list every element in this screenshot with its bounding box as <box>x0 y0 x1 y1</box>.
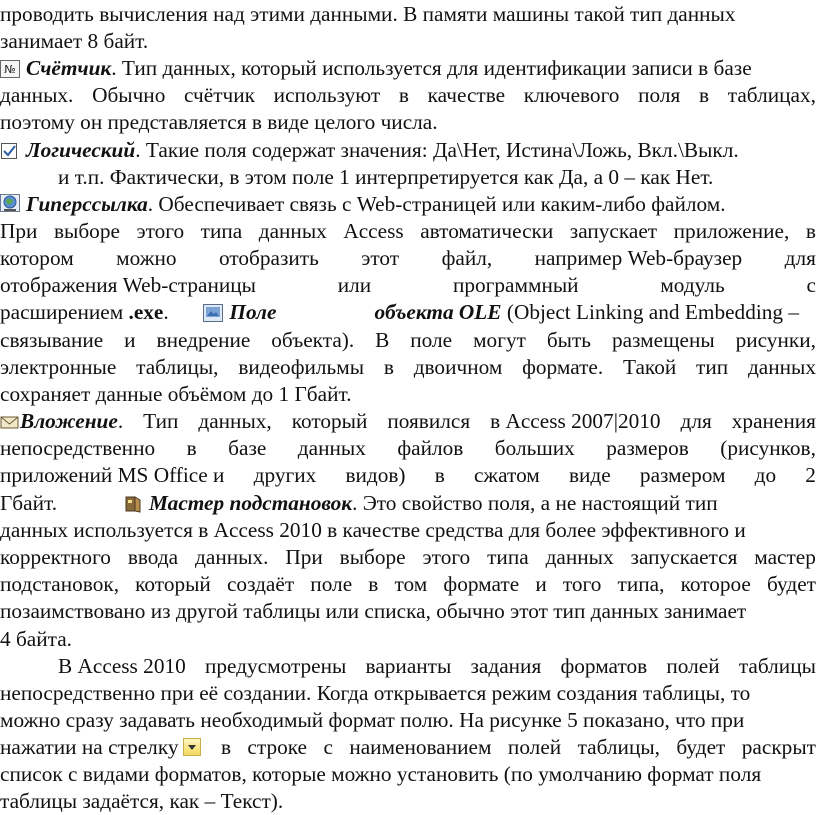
word: базе <box>228 436 267 460</box>
word: этого <box>422 545 471 569</box>
word: которое <box>680 572 751 596</box>
word: выборе <box>53 219 120 243</box>
text: поэтому он представляется в виде целого числа. <box>0 110 438 134</box>
word: отображения Web-страницы <box>0 273 256 297</box>
word: в <box>220 735 231 759</box>
word: отобразить <box>218 246 319 270</box>
word: выборе <box>339 545 406 569</box>
word: больших <box>494 436 575 460</box>
word: и <box>124 328 136 352</box>
word: быть <box>546 328 592 352</box>
text: (Object Linking and Embedding – <box>501 300 800 324</box>
text: . Тип данных, который используется для идентификации записи в базе <box>111 56 752 80</box>
hyperlink-term: Гиперссылка <box>26 192 148 216</box>
word: данных. <box>0 83 74 107</box>
text-line <box>0 272 816 299</box>
word: в <box>699 83 710 107</box>
text: . Это свойство поля, а не настоящий тип <box>352 491 718 515</box>
word: непосредственно <box>0 436 156 460</box>
word: связывание <box>0 328 104 352</box>
dropdown-arrow-icon <box>183 738 201 756</box>
ole-paragraph <box>0 299 816 326</box>
word: программный <box>452 273 579 297</box>
word: размеров <box>606 436 689 460</box>
ole-term: объекта OLE <box>374 300 502 324</box>
word: счётчик <box>184 83 255 107</box>
word: запускается <box>630 545 738 569</box>
text: . Обеспечивает связь с Web-страницей или каким-либо файлом. <box>147 192 726 216</box>
word: варианты <box>365 654 452 678</box>
word: можно <box>116 246 177 270</box>
text-line <box>0 680 816 707</box>
word: качестве <box>427 83 506 107</box>
text-line <box>0 1 816 28</box>
text-line <box>0 435 816 462</box>
word: виде <box>568 463 611 487</box>
word: типа, <box>617 572 665 596</box>
word: в Access 2007|2010 <box>490 409 661 433</box>
word: 2 <box>805 463 816 487</box>
word: того <box>562 572 602 596</box>
text-line <box>0 462 816 489</box>
ole-term: Поле <box>229 300 277 324</box>
text-line <box>0 517 816 544</box>
paperclip-icon <box>0 413 16 431</box>
word: в <box>434 463 445 487</box>
word: для <box>784 246 816 270</box>
word: наименованием <box>349 735 492 759</box>
word: приложений MS Office и <box>0 463 225 487</box>
word: таблицах, <box>727 83 816 107</box>
word: и <box>535 572 547 596</box>
word: типа <box>487 545 529 569</box>
word: В <box>375 328 390 352</box>
word: в <box>368 572 379 596</box>
wizard-paragraph <box>0 490 816 517</box>
word: внедрение <box>156 328 251 352</box>
word: Access <box>343 219 404 243</box>
logical-term: Логический <box>26 138 136 162</box>
word: в <box>398 83 409 107</box>
word: Обычно <box>92 83 166 107</box>
text: и т.п. Фактически, в этом поле 1 интерпретируется как Да, а 0 – как Нет. <box>58 165 714 189</box>
text: расширением <box>0 300 129 324</box>
word: том <box>394 572 428 596</box>
word: этого <box>136 219 185 243</box>
word: этот <box>361 246 400 270</box>
word: подстановок, <box>0 572 120 596</box>
word: формате. <box>522 355 604 379</box>
word: для <box>680 409 712 433</box>
text: проводить вычисления над этими данными. В памяти машины такой тип данных <box>0 2 736 26</box>
text-line <box>0 707 816 734</box>
text-line <box>0 327 816 354</box>
counter-paragraph <box>0 55 816 82</box>
text-line <box>0 381 816 408</box>
text-line <box>0 571 816 598</box>
text: нажатии на стрелку <box>0 735 179 759</box>
word: могут <box>473 328 526 352</box>
word: других <box>253 463 317 487</box>
word: видов) <box>345 463 406 487</box>
text-line <box>0 626 816 653</box>
word: видеофильмы <box>238 355 365 379</box>
word: типа <box>200 219 243 243</box>
word: ввода <box>127 545 179 569</box>
word: будет <box>767 572 816 596</box>
word: который <box>135 572 211 596</box>
word: полей <box>507 735 562 759</box>
word: поле <box>310 572 353 596</box>
text: таблицы задаётся, как – Текст). <box>0 789 284 813</box>
word: полей <box>666 654 720 678</box>
word: котором <box>0 246 74 270</box>
text: позаимствовано из другой таблицы или списка, обычно этот тип данных занимает <box>0 599 747 623</box>
word: размером <box>639 463 726 487</box>
word: предусмотрены <box>204 654 347 678</box>
text: данных используется в Access 2010 в качестве средства для более эффективного и <box>0 518 746 542</box>
word: данных <box>297 436 366 460</box>
attachment-lead: Вложение. <box>0 408 123 435</box>
text: занимает 8 байт. <box>0 29 149 53</box>
word: до <box>754 463 777 487</box>
text-line <box>0 218 816 245</box>
word: электронные <box>0 355 117 379</box>
word: тип <box>696 355 729 379</box>
word: файлов <box>397 436 464 460</box>
arrow-lead <box>0 734 205 761</box>
word: данных. <box>195 545 269 569</box>
checkbox-icon <box>0 142 20 160</box>
word: корректного <box>0 545 111 569</box>
word: строке <box>247 735 308 759</box>
ole-object-icon <box>203 304 223 322</box>
word: При <box>0 219 38 243</box>
word: поле <box>410 328 453 352</box>
text-line <box>0 788 816 815</box>
word: поля <box>638 83 681 107</box>
word: объекта). <box>271 328 355 352</box>
word: автоматически <box>420 219 554 243</box>
text: Гбайт. <box>0 491 58 515</box>
wizard-icon <box>123 495 143 513</box>
word: таблицы, <box>577 735 660 759</box>
word: появился <box>387 409 471 433</box>
wizard-term: Мастер подстановок <box>149 491 353 515</box>
text: непосредственно при её создании. Когда открывается режим создания таблицы, то <box>0 681 751 705</box>
word: или <box>337 273 372 297</box>
text-line <box>0 734 816 761</box>
text: . <box>163 300 169 324</box>
text-line <box>0 598 816 625</box>
exe-extension: .exe <box>128 300 164 324</box>
text: список с видами форматов, которые можно установить (по умолчанию формат поля <box>0 762 762 786</box>
text-line <box>0 544 816 571</box>
globe-icon <box>0 194 20 214</box>
word: При <box>285 545 323 569</box>
word: Тип <box>143 409 179 433</box>
svg-text:№: № <box>4 63 16 76</box>
text-line <box>0 245 816 272</box>
text-line <box>0 761 816 788</box>
word: с <box>806 273 816 297</box>
word: в <box>186 436 197 460</box>
text-line <box>0 82 816 109</box>
counter-term: Счётчик <box>26 56 112 80</box>
word: создаёт <box>226 572 295 596</box>
word: рисунки, <box>735 328 816 352</box>
hyperlink-paragraph <box>0 191 816 218</box>
word: ключевого <box>523 83 620 107</box>
word: приложение, <box>673 219 790 243</box>
word: запускает <box>569 219 658 243</box>
text-line <box>0 354 816 381</box>
word: двоичном <box>413 355 503 379</box>
word: будет <box>676 735 726 759</box>
word: форматов <box>560 654 648 678</box>
word: размещены <box>611 328 715 352</box>
word: в <box>383 355 394 379</box>
word: данных <box>545 545 614 569</box>
word: задания <box>470 654 542 678</box>
word: мастер <box>754 545 816 569</box>
word: модуль <box>660 273 725 297</box>
word: с <box>323 735 333 759</box>
text-line <box>58 164 816 191</box>
logical-paragraph <box>0 137 816 164</box>
text: 4 байта. <box>0 627 73 651</box>
word: который <box>291 409 368 433</box>
word: файл, <box>441 246 493 270</box>
word: хранения <box>731 409 816 433</box>
text-line <box>0 28 816 55</box>
word: данных <box>747 355 816 379</box>
word: Такой <box>623 355 677 379</box>
word: таблицы, <box>136 355 219 379</box>
word: сжатом <box>473 463 540 487</box>
numero-icon <box>0 60 20 78</box>
word: (рисунков, <box>720 436 816 460</box>
text-line <box>58 653 816 680</box>
text: . Такие поля содержат значения: Да\Нет, Истина\Ложь, Вкл.\Выкл. <box>135 138 739 162</box>
word: данных <box>258 219 327 243</box>
word: таблицы <box>738 654 816 678</box>
attachment-paragraph <box>0 408 816 435</box>
text: сохраняет данные объёмом до 1 Гбайт. <box>0 382 352 406</box>
word: в <box>805 219 816 243</box>
word: раскрыт <box>741 735 816 759</box>
word: используют <box>273 83 381 107</box>
word: формате <box>443 572 520 596</box>
text-line <box>0 109 816 136</box>
attachment-term: Вложение <box>20 409 118 433</box>
word: данных, <box>198 409 272 433</box>
word: В Access 2010 <box>58 654 186 678</box>
word: например Web-браузер <box>534 246 743 270</box>
text: можно сразу задавать необходимый формат полю. На рисунке 5 показано, что при <box>0 708 745 732</box>
